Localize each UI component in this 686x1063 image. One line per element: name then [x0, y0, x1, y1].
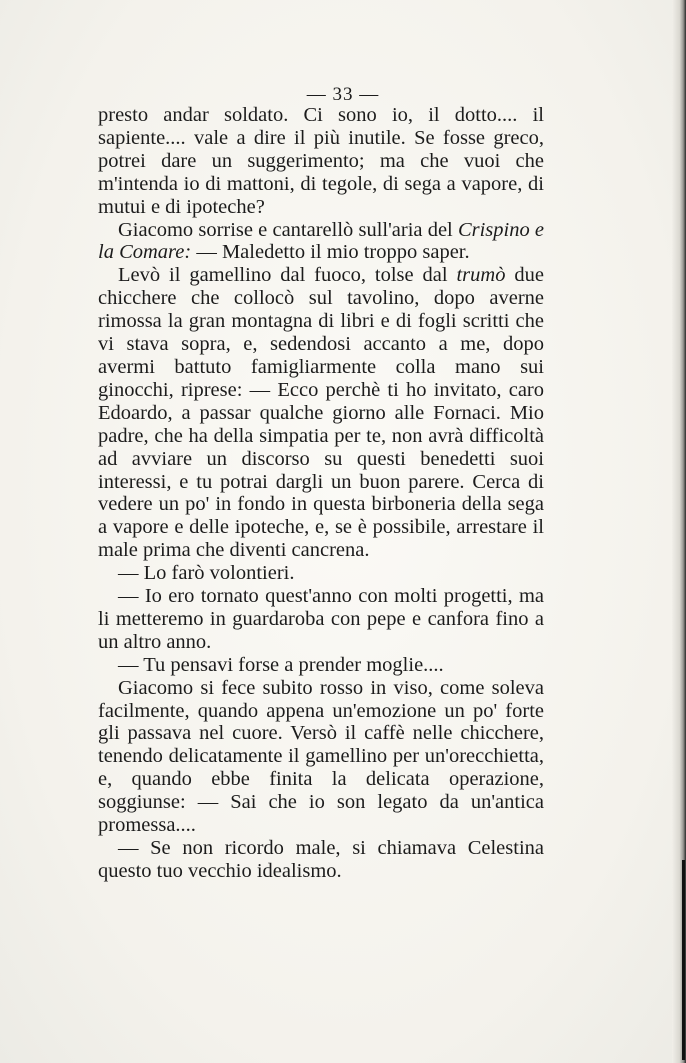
- paragraph-text: — Maledetto il mio troppo saper.: [191, 241, 470, 264]
- italic-title: Crispino e la Comare:: [98, 218, 544, 264]
- paragraph-3: [98, 264, 544, 562]
- paragraph-5: [98, 585, 544, 654]
- body-text: [98, 104, 544, 883]
- paragraph-text: presto andar soldato. Ci sono io, il dotto.... il sapiente.... vale a dire il più inutile. Se fosse greco, potrei dare un suggerimento; ma che vuoi che m'intenda io di mattoni, di tegole, di sega a vapore, di mutui e di ipoteche?: [98, 104, 544, 218]
- paragraph-text: due chicchere che collocò sul tavolino, dopo averne rimossa la gran montagna di libri e di fogli scritti che vi stava sopra, e, sedendosi accanto a me, dopo avermi battuto famigliarmente colla mano sui ginocchi, riprese: — Ecco perchè ti ho invitato, caro Edoardo, a passar qualche giorno alle Fornaci. Mio padre, che ha della simpatia per te, non avrà difficoltà ad avviare un discorso su questi benedetti suoi interessi, e tu potrai dargli un buon parere. Cerca di vedere un po' in fondo in questa birboneria della sega a vapore e delle ipoteche, e, se è possibile, arrestare il male prima che diventi cancrena.: [98, 264, 544, 562]
- paragraph-1: [98, 104, 544, 219]
- dialogue-line: — Lo farò volontieri.: [118, 562, 295, 585]
- paragraph-4: [98, 562, 544, 585]
- dialogue-line: — Io ero tornato quest'anno con molti progetti, ma li metteremo in guardaroba con pepe e canfora fino a un altro anno.: [98, 585, 544, 653]
- paragraph-8: [98, 837, 544, 883]
- paragraph-6: [98, 654, 544, 677]
- page-number: — 33 —: [306, 84, 380, 105]
- page-edge-shadow: [672, 0, 686, 1063]
- paragraph-text: Levò il gamellino dal fuoco, tolse dal: [118, 264, 457, 287]
- dialogue-line: — Tu pensavi forse a prender moglie....: [118, 653, 444, 676]
- dialogue-line: — Se non ricordo male, si chiamava Celestina questo tuo vecchio idealismo.: [98, 837, 544, 882]
- paragraph-7: [98, 677, 544, 837]
- binding-edge-mark: [682, 860, 685, 1060]
- italic-word: trumò: [456, 264, 506, 287]
- paragraph-text: Giacomo sorrise e cantarellò sull'aria del: [118, 218, 458, 241]
- paragraph-text: Giacomo si fece subito rosso in viso, come soleva facilmente, quando appena un'emozione un po' forte gli passava nel cuore. Versò il caffè nelle chicchere, tenendo delicatamente il gamellino per un'orecchietta, e, quando ebbe finita la delicata operazione, soggiunse: — Sai che io son legato da un'antica promessa....: [98, 676, 544, 837]
- paragraph-2: [98, 219, 544, 265]
